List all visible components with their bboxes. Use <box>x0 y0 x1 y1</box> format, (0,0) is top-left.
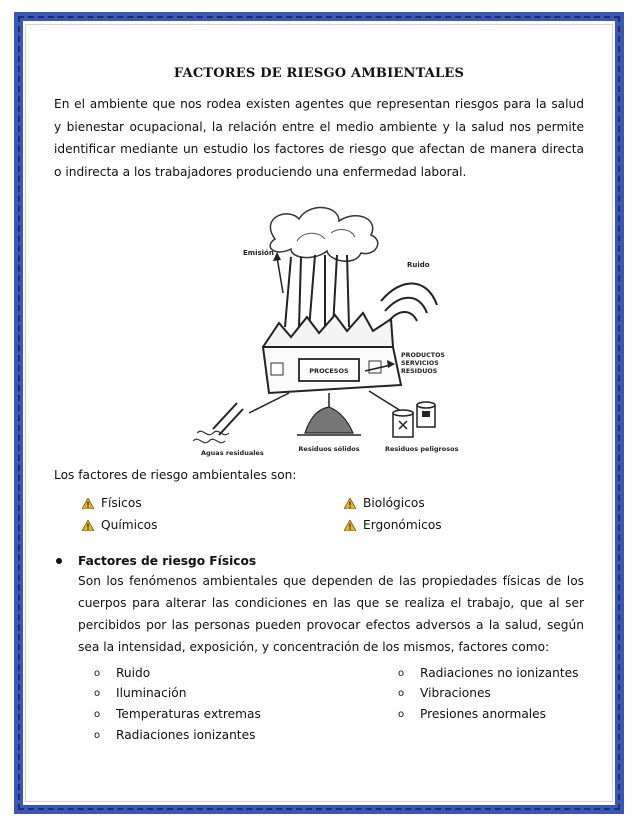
warning-icon <box>82 520 94 531</box>
list-item-label: Temperaturas extremas <box>116 707 261 721</box>
waste-water-arrow <box>249 393 289 413</box>
section-title: Factores de riesgo Físicos <box>78 554 257 568</box>
factors-intro: Los factores de riesgo ambientales son: <box>54 468 297 482</box>
list-item <box>398 666 578 680</box>
factory-diagram <box>179 197 459 462</box>
list-item-label: Ruido <box>116 666 151 680</box>
warning-icon <box>344 498 356 509</box>
circle-bullet-icon: o <box>398 708 405 720</box>
label-peligrosos: Residuos peligrosos <box>385 445 459 453</box>
factor-type-item <box>82 518 157 532</box>
list-item <box>94 666 150 680</box>
list-item <box>94 707 261 721</box>
physical-factors-list <box>78 666 584 752</box>
smoke-detail <box>297 230 355 241</box>
water-wave <box>193 439 225 442</box>
factor-types-list <box>54 496 584 540</box>
list-item-label: Radiaciones no ionizantes <box>420 666 579 680</box>
page-title: FACTORES DE RIESGO AMBIENTALES <box>173 66 465 81</box>
label-residuos: RESIDUOS <box>401 368 438 375</box>
solid-waste-pile <box>305 407 353 433</box>
warning-icon <box>344 520 356 531</box>
factor-type-item <box>344 518 442 532</box>
list-item <box>94 686 186 700</box>
list-item-label: Vibraciones <box>420 686 491 700</box>
circle-bullet-icon: o <box>94 667 101 679</box>
factory-risk-illustration <box>179 197 459 462</box>
label-productos: PRODUCTOS <box>401 352 445 359</box>
barrel-2-top <box>417 402 435 408</box>
intro-paragraph: En el ambiente que nos rodea existen agentes que representan riesgos para la salud y bienestar ocupacional, la relación entre el medio ambiente y la salud nos permite identificar mediante un estudio los factores de riesgo que afectan de manera directa o indirecta a los trabajadores produciendo una enfermedad laboral. <box>54 97 584 179</box>
list-item <box>94 728 255 742</box>
noise-wave <box>385 298 427 313</box>
bullet-icon <box>56 558 62 564</box>
factor-type-item <box>344 496 425 510</box>
label-aguas: Aguas residuales <box>201 449 264 457</box>
noise-wave <box>381 283 437 305</box>
circle-bullet-icon: o <box>94 687 101 699</box>
chimney-1 <box>285 257 301 327</box>
factor-type-item <box>82 496 142 510</box>
circle-bullet-icon: o <box>398 667 405 679</box>
label-procesos: PROCESOS <box>309 367 349 375</box>
factory-window <box>271 363 283 375</box>
emission-arrowhead <box>273 252 281 261</box>
label-ruido: Ruido <box>407 261 430 269</box>
label-emision: Emisión <box>243 249 274 257</box>
hazard-waste-arrow <box>369 391 401 411</box>
noise-wave <box>389 312 417 321</box>
hazard-mark-icon <box>422 411 430 417</box>
circle-bullet-icon: o <box>94 729 101 741</box>
list-item <box>398 707 546 721</box>
barrel-1-top <box>393 410 413 416</box>
factor-type-label: Biológicos <box>363 496 425 510</box>
chimney-2 <box>309 255 325 329</box>
document-page <box>54 58 584 752</box>
water-wave <box>197 431 229 434</box>
smoke-cloud <box>270 208 378 262</box>
factor-type-label: Ergonómicos <box>363 518 442 532</box>
label-solidos: Residuos sólidos <box>298 445 360 453</box>
list-item-label: Iluminación <box>116 686 187 700</box>
list-item-label: Presiones anormales <box>420 707 547 721</box>
list-item <box>398 686 491 700</box>
physical-factors-section <box>54 552 584 752</box>
warning-icon <box>82 498 94 509</box>
waste-pipe <box>213 403 243 435</box>
list-item-label: Radiaciones ionizantes <box>116 728 256 742</box>
factor-type-label: Químicos <box>101 518 158 532</box>
section-body: Son los fenómenos ambientales que dependen de las propiedades físicas de los cuerpos para alterar las condiciones en las que se realiza el trabajo, que al ser percibidos por las personas pueden provocar efectos adversos a la salud, según sea la intensidad, exposición, y concentración de los mismos, factores como: <box>78 574 584 654</box>
circle-bullet-icon: o <box>94 708 101 720</box>
emission-arrow <box>277 257 283 293</box>
label-servicios: SERVICIOS <box>401 360 439 367</box>
circle-bullet-icon: o <box>398 687 405 699</box>
factor-type-label: Físicos <box>101 496 142 510</box>
factory-roof <box>263 313 393 347</box>
